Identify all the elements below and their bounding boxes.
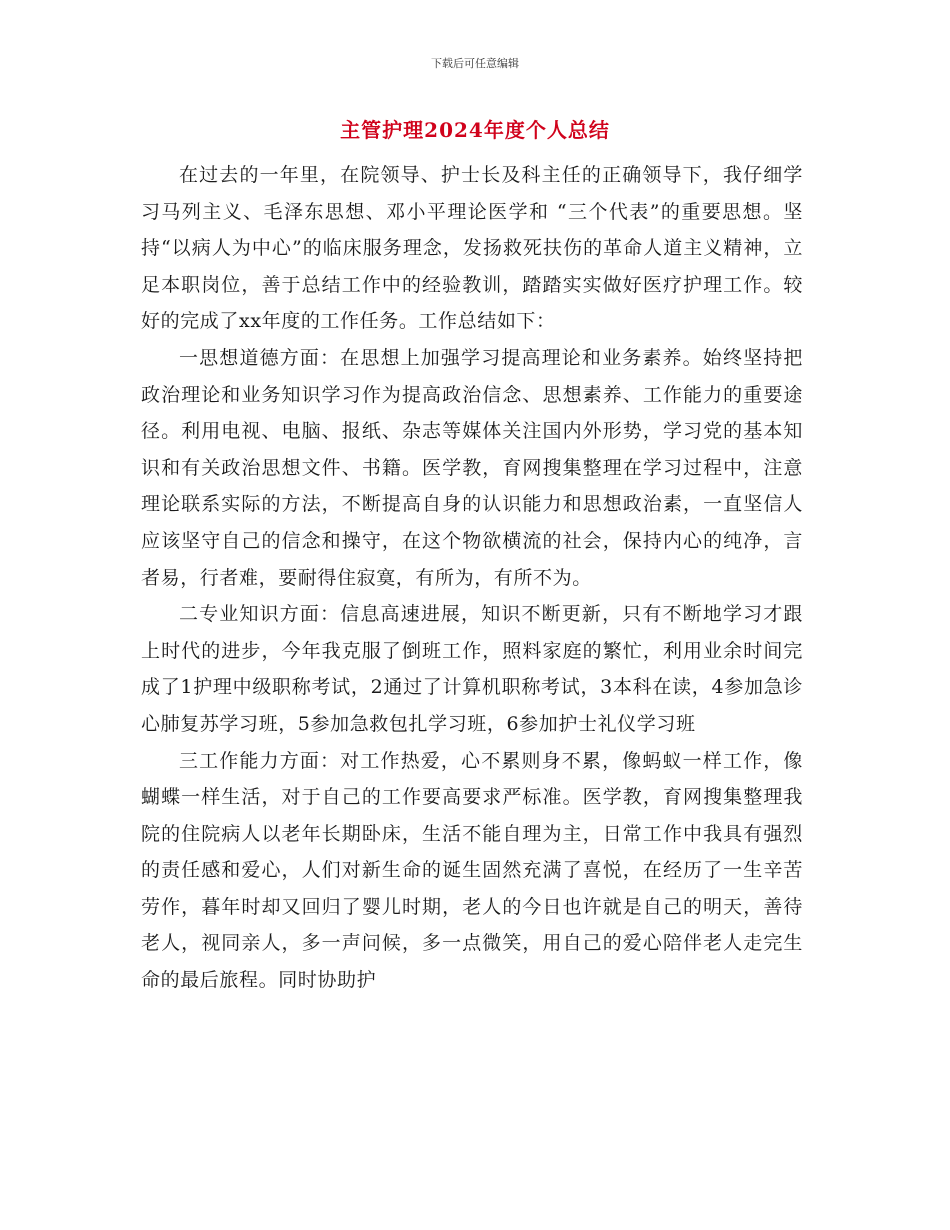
paragraph-ideology: 一思想道德方面：在思想上加强学习提高理论和业务素养。始终坚持把政治理论和业务知识学习作为提高政治信念、思想素养、工作能力的重要途径。利用电视、电脑、报纸、杂志等媒体关注国内外形势，学习党的基本知识和有关政治思想文件、书籍。医学教，育网搜集整理在学习过程中，注意理论联系实际的方法，不断提高自身的认识能力和思想政治素，一直坚信人应该坚守自己的信念和操守，在这个物欲横流的社会，保持内心的纯净，言者易，行者难，要耐得住寂寞，有所为，有所不为。 [141,346,803,589]
paragraph-intro: 在过去的一年里，在院领导、护士长及科主任的正确领导下，我仔细学习马列主义、毛泽东思想、邓小平理论医学和 “三个代表”的重要思想。坚持“以病人为中心”的临床服务理念，发扬救死扶伤的革命人道主义精神，立足本职岗位，善于总结工作中的经验教训，踏踏实实做好医疗护理工作。较好的完成了xx年度的工作任务。工作总结如下： [141,164,803,333]
paragraph-professional-knowledge: 二专业知识方面：信息高速进展，知识不断更新，只有不断地学习才跟上时代的进步，今年我克服了倒班工作，照料家庭的繁忙，利用业余时间完成了1护理中级职称考试，2通过了计算机职称考试，3本科在读，4参加急诊心肺复苏学习班，5参加急救包扎学习班，6参加护士礼仪学习班 [141,603,803,735]
document-title: 主管护理2024年度个人总结 [340,118,610,142]
paragraph-work-ability: 三工作能力方面：对工作热爱，心不累则身不累，像蚂蚁一样工作，像蝴蝶一样生活，对于自己的工作要高要求严标准。医学教，育网搜集整理我院的住院病人以老年长期卧床，生活不能自理为主，日常工作中我具有强烈的责任感和爱心，人们对新生命的诞生固然充满了喜悦，在经历了一生辛苦劳作，暮年时却又回归了婴儿时期，老人的今日也许就是自己的明天，善待老人，视同亲人，多一声问候，多一点微笑，用自己的爱心陪伴老人走完生命的最后旅程。同时协助护 [141,749,803,992]
document-body [141,157,803,999]
header-note: 下载后可任意编辑 [431,57,519,70]
